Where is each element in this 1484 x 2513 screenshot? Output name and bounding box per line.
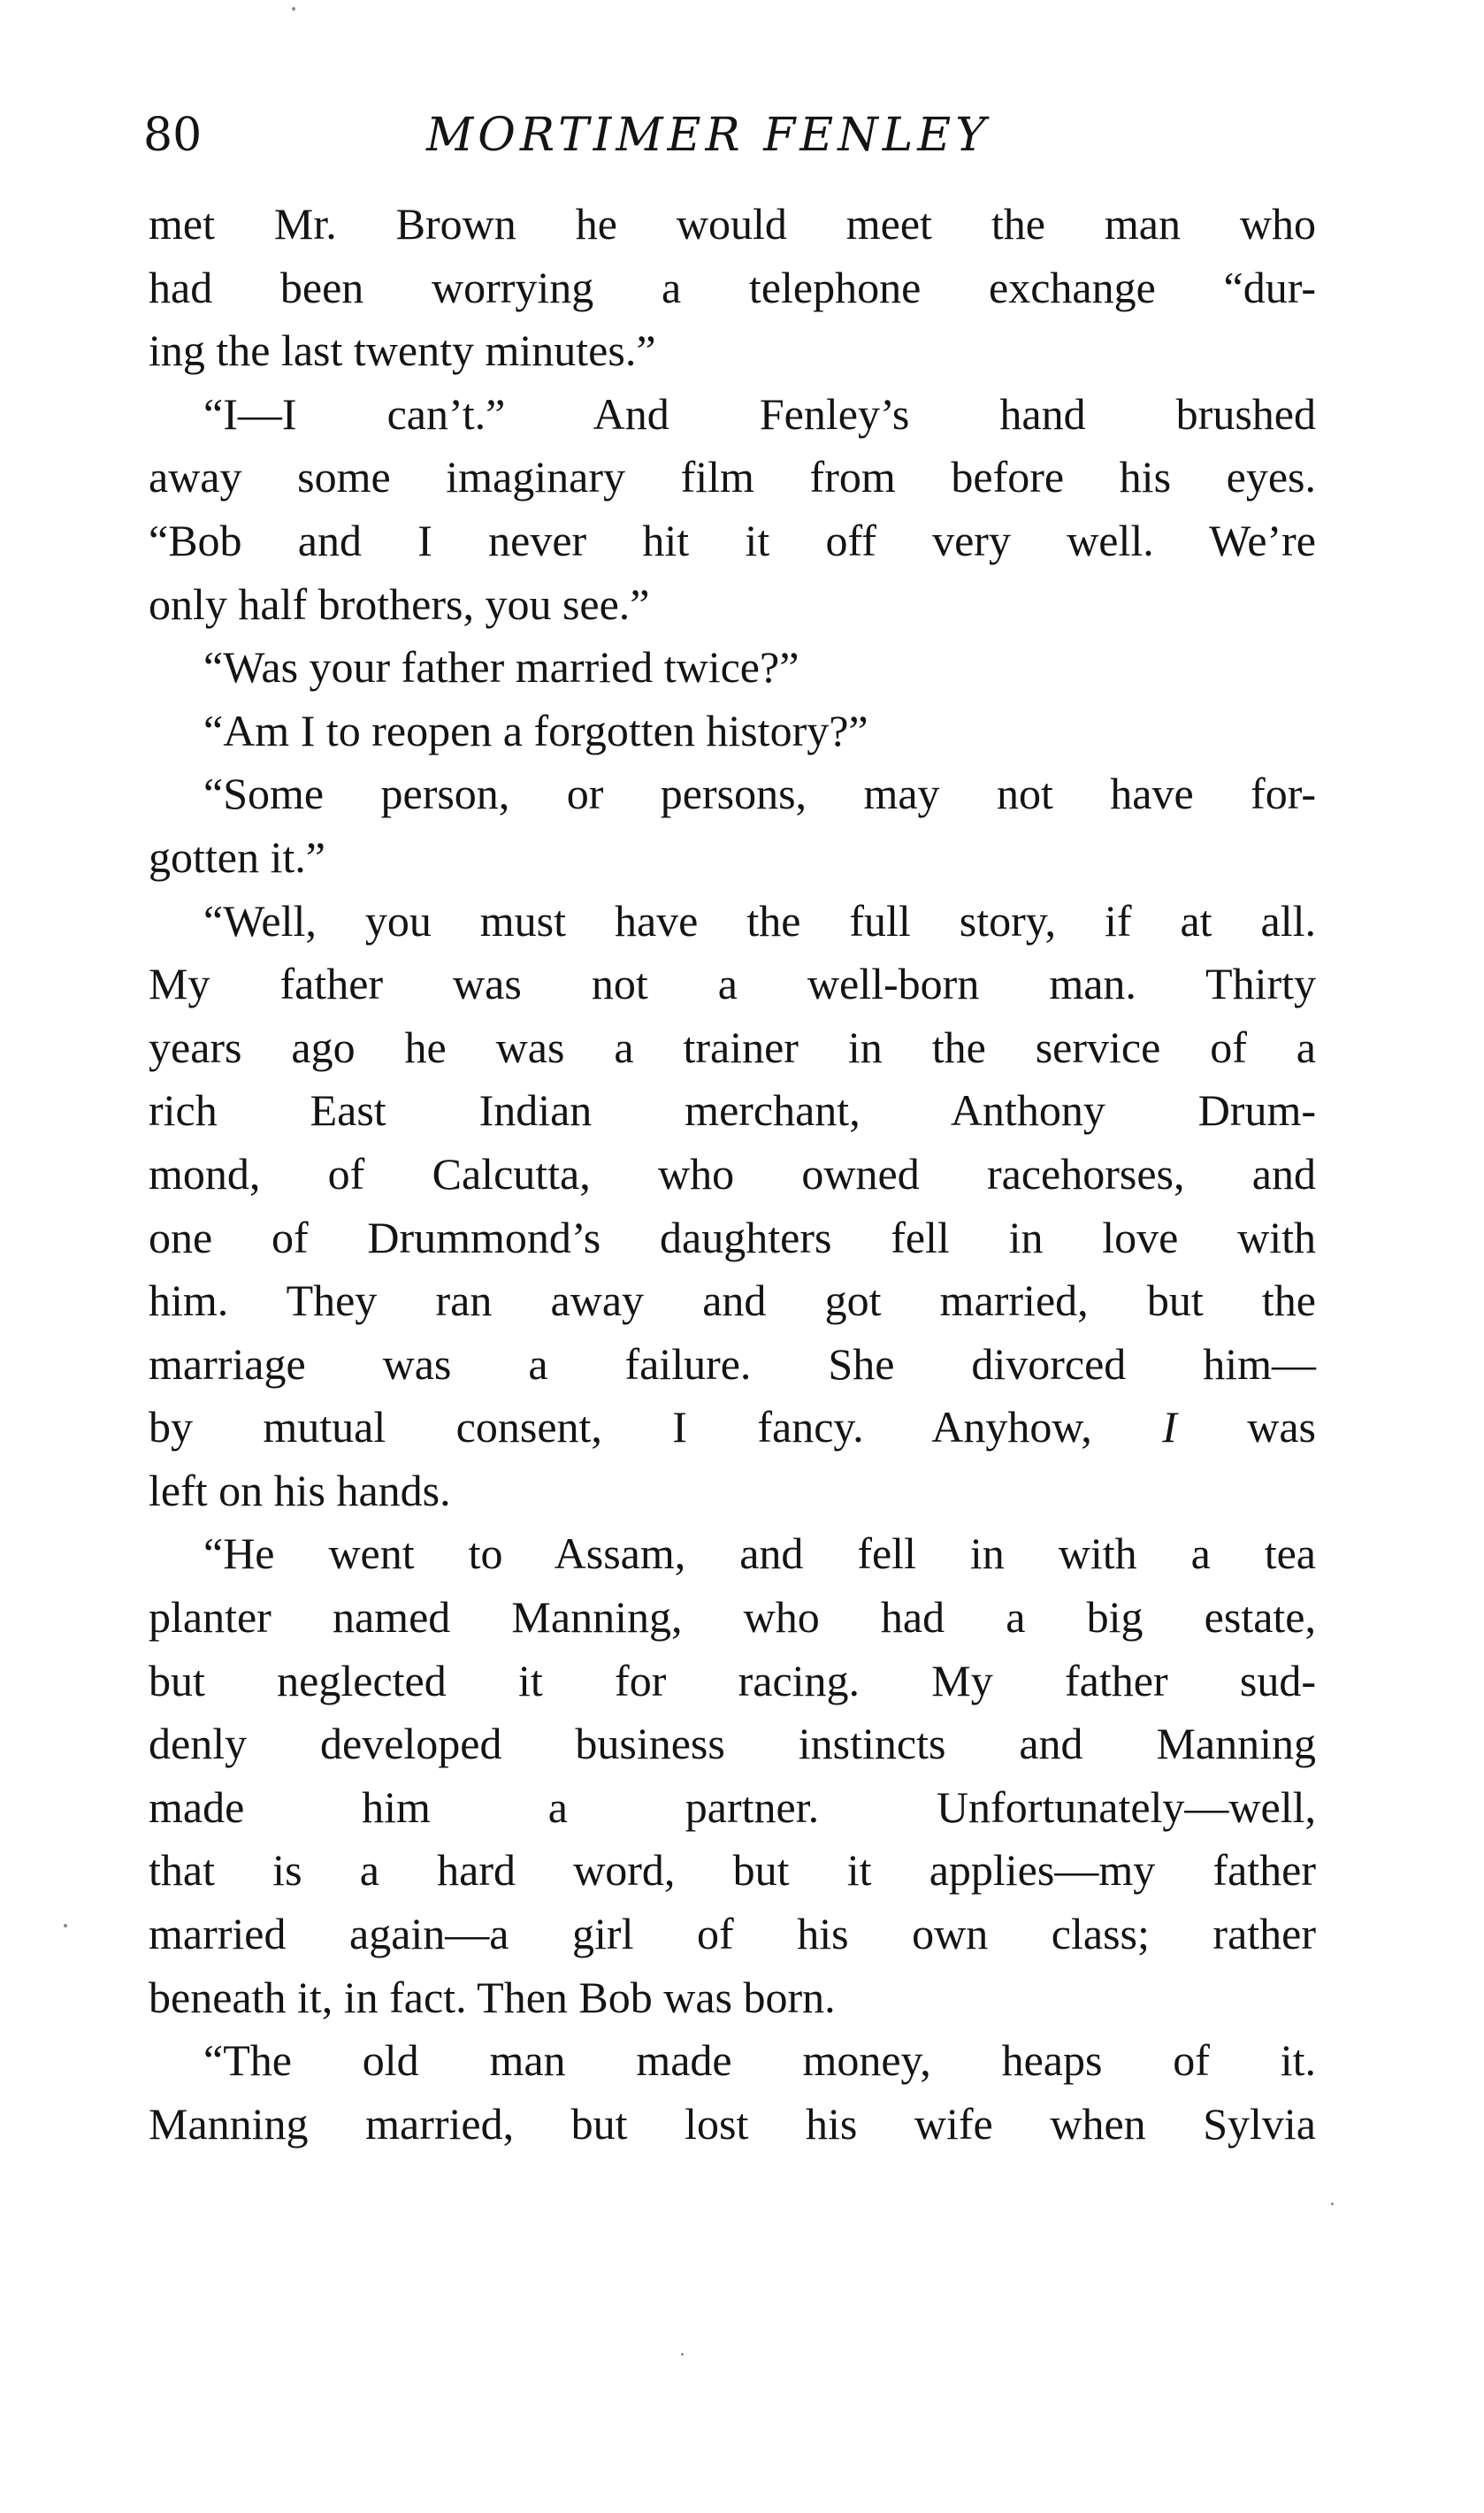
text-line: denly developed business instincts and Manning bbox=[149, 1719, 1316, 1769]
text-line: planter named Manning, who had a big estate, bbox=[149, 1592, 1316, 1643]
text-line: left on his hands. bbox=[149, 1465, 451, 1515]
text-line: mond, of Calcutta, who owned racehorses, and bbox=[149, 1148, 1316, 1199]
text-line: gotten it.” bbox=[149, 831, 325, 882]
text-line: but neglected it for racing. My father sud- bbox=[149, 1655, 1316, 1705]
body-text bbox=[149, 193, 1316, 2156]
text-line: years ago he was a trainer in the service of a bbox=[149, 1022, 1316, 1072]
print-speck bbox=[1331, 2203, 1334, 2205]
page-header bbox=[143, 96, 1311, 175]
text-line: ing the last twenty minutes.” bbox=[149, 326, 656, 376]
text-line: “I—I can’t.” And Fenley’s hand brushed bbox=[203, 388, 1316, 439]
text-line: met Mr. Brown he would meet the man who bbox=[149, 199, 1316, 249]
running-head: MORTIMER FENLEY bbox=[426, 109, 991, 162]
text-line: “Some person, or persons, may not have for- bbox=[203, 769, 1316, 819]
text-line: made him a partner. Unfortunately—well, bbox=[149, 1781, 1316, 1832]
text-line: one of Drummond’s daughters fell in love with bbox=[149, 1212, 1316, 1262]
print-speck bbox=[64, 1924, 67, 1927]
text-line: Manning married, but lost his wife when Sylvia bbox=[149, 2098, 1316, 2149]
text-line: “The old man made money, heaps of it. bbox=[203, 2035, 1316, 2086]
text-line: married again—a girl of his own class; rather bbox=[149, 1909, 1316, 1959]
emphasis: I bbox=[1162, 1402, 1177, 1452]
text-line: that is a hard word, but it applies—my father bbox=[149, 1845, 1316, 1896]
text-line: marriage was a failure. She divorced him— bbox=[149, 1338, 1316, 1389]
text-line: by mutual consent, I fancy. Anyhow, I was bbox=[149, 1402, 1316, 1452]
page-number: 80 bbox=[143, 109, 203, 162]
text-line: “Bob and I never hit it off very well. We’re bbox=[149, 515, 1316, 565]
text-line: him. They ran away and got married, but the bbox=[149, 1276, 1316, 1326]
text-line: away some imaginary film from before his eyes. bbox=[149, 452, 1316, 502]
text-line: beneath it, in fact. Then Bob was born. bbox=[149, 1972, 836, 2022]
text-line: rich East Indian merchant, Anthony Drum- bbox=[149, 1085, 1316, 1136]
text-line: only half brothers, you see.” bbox=[149, 578, 650, 629]
print-speck bbox=[292, 7, 295, 11]
text-line: “He went to Assam, and fell in with a tea bbox=[203, 1528, 1316, 1579]
text-line: “Well, you must have the full story, if at all. bbox=[203, 895, 1316, 946]
text-line: had been worrying a telephone exchange “dur- bbox=[149, 262, 1316, 312]
print-speck bbox=[681, 2353, 684, 2356]
text-line: “Was your father married twice?” bbox=[203, 642, 799, 693]
text-line: My father was not a well-born man. Thirty bbox=[149, 959, 1316, 1009]
text-line: “Am I to reopen a forgotten history?” bbox=[203, 705, 868, 755]
